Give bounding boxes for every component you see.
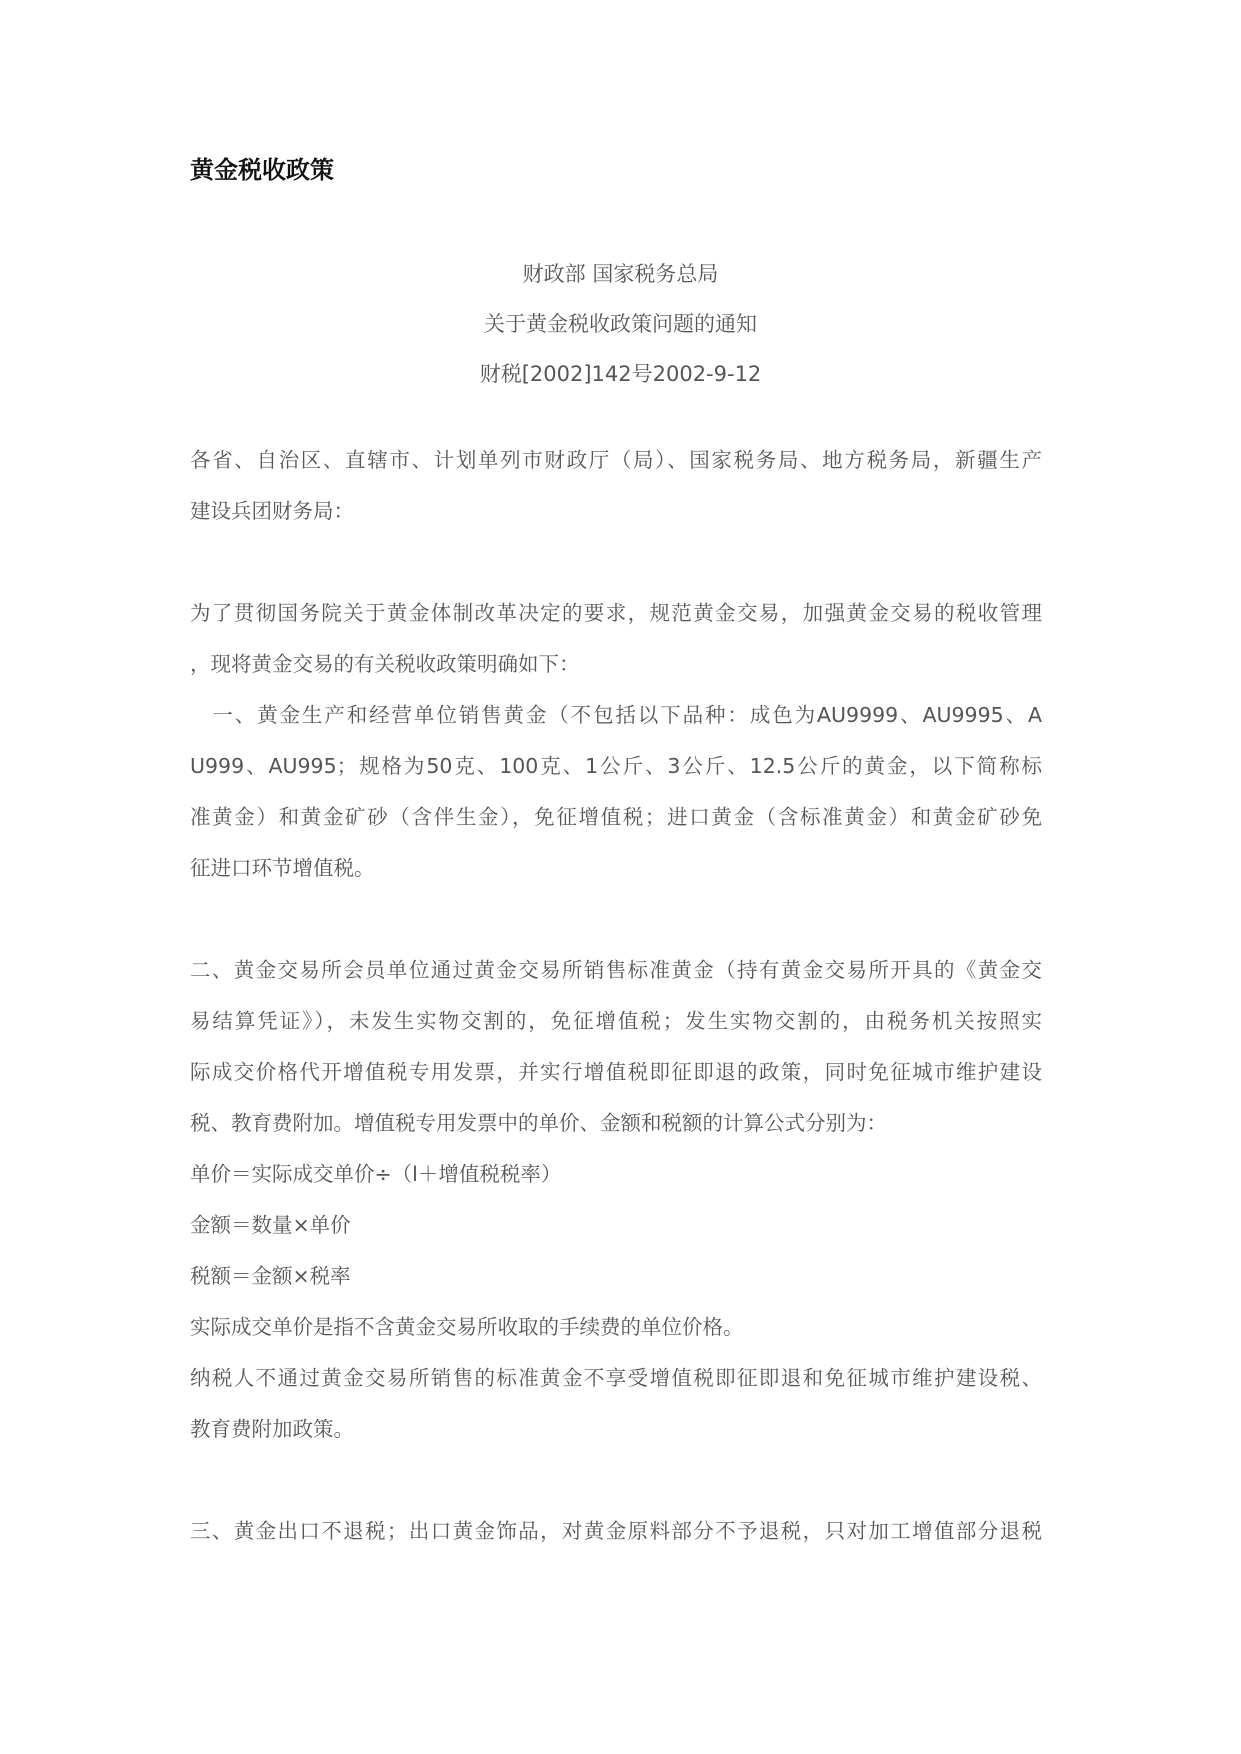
- document-title: 黄金税收政策: [190, 156, 334, 184]
- addressee-line: 建设兵团财务局：: [190, 499, 354, 523]
- note-line: 纳税人不通过黄金交易所销售的标准黄金不享受增值税即征即退和免征城市维护建设税、: [190, 1366, 1042, 1390]
- doc-number: 财税[2002]142号2002-9-12: [479, 362, 762, 386]
- section1-line: 一、黄金生产和经营单位销售黄金（不包括以下品种：成色为AU9999、AU9995、A: [190, 703, 1042, 727]
- note-line: 实际成交单价是指不含黄金交易所收取的手续费的单位价格。: [190, 1315, 744, 1339]
- formula-line: 单价＝实际成交单价÷（l＋增值税税率）: [190, 1162, 562, 1186]
- section1-line: 征进口环节增值税。: [190, 856, 375, 880]
- formula-line: 金额＝数量×单价: [190, 1213, 351, 1237]
- intro-line: ，现将黄金交易的有关税收政策明确如下：: [190, 652, 580, 676]
- section2-line: 易结算凭证》），未发生实物交割的，免征增值税；发生实物交割的，由税务机关按照实: [190, 1009, 1042, 1033]
- section2-line: 税、教育费附加。增值税专用发票中的单价、金额和税额的计算公式分别为：: [190, 1111, 887, 1135]
- addressee-line: 各省、自治区、直辖市、计划单列市财政厅（局）、国家税务局、地方税务局，新疆生产: [190, 448, 1042, 472]
- section3-line: 三、黄金出口不退税；出口黄金饰品，对黄金原料部分不予退税，只对加工增值部分退税: [190, 1519, 1042, 1543]
- section1-line: 准黄金）和黄金矿砂（含伴生金），免征增值税；进口黄金（含标准黄金）和黄金矿砂免: [190, 805, 1042, 829]
- issuer-line: 财政部 国家税务总局: [522, 262, 719, 286]
- section2-line: 际成交价格代开增值税专用发票，并实行增值税即征即退的政策，同时免征城市维护建设: [190, 1060, 1042, 1084]
- notice-title: 关于黄金税收政策问题的通知: [484, 312, 757, 336]
- section1-line: U999、AU995；规格为50克、100克、1公斤、3公斤、12.5公斤的黄金，以下简称标: [190, 754, 1042, 778]
- note-line: 教育费附加政策。: [190, 1417, 354, 1441]
- formula-line: 税额＝金额×税率: [190, 1264, 351, 1288]
- intro-line: 为了贯彻国务院关于黄金体制改革决定的要求，规范黄金交易，加强黄金交易的税收管理: [190, 601, 1042, 625]
- section2-line: 二、黄金交易所会员单位通过黄金交易所销售标准黄金（持有黄金交易所开具的《黄金交: [190, 958, 1042, 982]
